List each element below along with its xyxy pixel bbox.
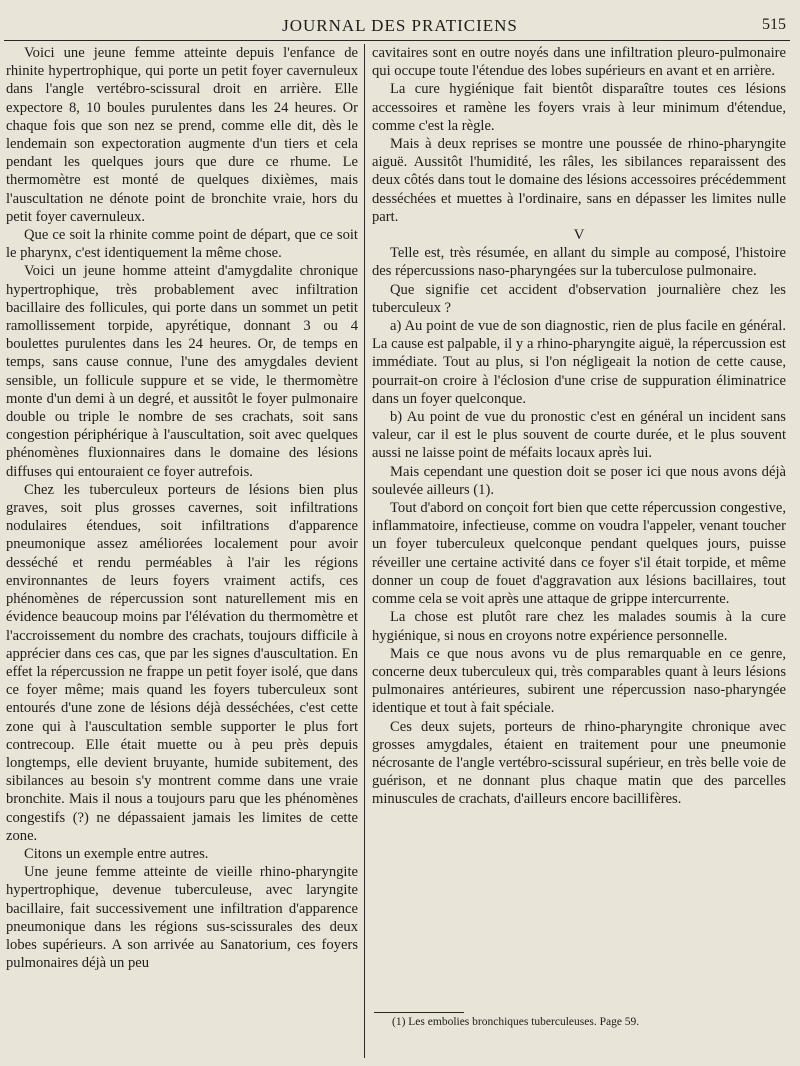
journal-title: JOURNAL DES PRATICIENS (282, 16, 518, 35)
paragraph: Mais cependant une question doit se poser ici que nous avons déjà soulevée ailleurs (1). (372, 463, 786, 498)
paragraph: Que signifie cet accident d'observation journalière chez les tuberculeux ? (372, 281, 786, 316)
section-heading: V (573, 227, 585, 244)
paragraph: Voici un jeune homme atteint d'amygdalite chronique hypertrophique, très probablement avec infiltration bacillaire des follicules, qui porte dans un sommet un petit ramollissement torpide, apyrétique, donnant 3 ou 4 boulettes purulentes dans les 24 heures. Or, de temps en temps, sans cause connue, l'une des amygdales devient sensible, un follicule suppure et se vide, le thermomètre monte d'un demi à un degré, et aussitôt le foyer pulmonaire double ou triple le nombre de ses crachats, soit sans congestion périphérique à l'auscultation, soit avec quelques phénomènes fluxionnaires dans le domaine des lésions diffuses qui entouraient ce foyer autrefois. (6, 263, 358, 480)
footnote: (1) Les embolies bronchiques tuberculeuses. Page 59. (392, 1016, 640, 1028)
paragraph: Mais à deux reprises se montre une poussée de rhino-pharyngite aiguë. Aussitôt l'humidité, les râles, les sibilances reparaissent des deux côtés dans tout le domaine des lésions accessoires précédemment desséchées et muettes à l'ordinaire, sans en dépasser les limites nulle part. (372, 136, 786, 225)
paragraph: Une jeune femme atteinte de vieille rhino-pharyngite hypertrophique, devenue tuberculeuse, avec laryngite bacillaire, fait successivement une infiltration d'apparence pneumonique dans les régions sus-scissurales des deux lobes supérieurs. A son arrivée au Sanatorium, ces foyers pulmonaires déjà un peu (6, 864, 358, 972)
paragraph: Que ce soit la rhinite comme point de départ, que ce soit le pharynx, c'est identiquement la même chose. (6, 227, 358, 262)
paragraph: b) Au point de vue du pronostic c'est en général un incident sans valeur, car il est le plus souvent de courte durée, et le plus souvent aussi ne laisse point de méfaits locaux après lui. (372, 409, 786, 462)
paragraph: a) Au point de vue de son diagnostic, rien de plus facile en général. La cause est palpable, il y a rhino-pharyngite aiguë, la répercussion est immédiate. Tout au plus, si l'on négligeait la notion de cette cause, pourrait-on croire à l'éclosion d'une crise de suppuration éliminatrice dans un foyer quelconque. (372, 318, 786, 407)
paragraph: Chez les tuberculeux porteurs de lésions bien plus graves, soit plus grosses cavernes, soit infiltrations nodulaires étendues, soit infiltrations d'apparence pneumonique assez améliorées localement pour avoir desséché et rendu perméables à l'air les régions environnantes de leurs foyers vraiment actifs, ces phénomènes de répercussion sont naturellement mis en évidence beaucoup moins par l'élévation du thermomètre et l'accroissement du nombre des crachats, toujours difficile à apprécier dans ces cas, que par les signes d'auscultation. En effet la répercussion ne frappe un petit foyer isolé, que dans ce foyer même; mais quand les foyers tuberculeux sont entourés d'une zone de lésions déjà desséchées, c'est cette zone qui à l'auscultation semble supporter le plus fort contrecoup. Elle était muette ou à peu près depuis longtemps, elle devient bruyante, humide subitement, des sibilances au besoin s'y montrent comme dans une vraie bronchite. Mais il nous a toujours paru que les phénomènes congestifs (?) ne dépassaient jamais les limites de cette zone. (6, 481, 358, 844)
paragraph: Citons un exemple entre autres. (24, 845, 209, 862)
right-column (372, 44, 786, 809)
paragraph: Tout d'abord on conçoit fort bien que cette répercussion congestive, inflammatoire, infectieuse, comme on voudra l'appeler, venant toucher un foyer tuberculeux quelconque pendant quelques jours, puisse réveiller une certaine activité dans ce foyer s'il était torpide, et même donner un coup de fouet d'aggravation aux lésions bacillaires, tout comme cela se voit après une attaque de grippe intercurrente. (372, 500, 786, 608)
paragraph: Mais ce que nous avons vu de plus remarquable en ce genre, concerne deux tuberculeux qui, très comparables quant à leurs lésions pulmonaires antérieures, subirent une répercussion naso-pharyngée identique et tout à fait spéciale. (372, 645, 786, 717)
column-divider (364, 44, 365, 1058)
footnote-rule (374, 1012, 464, 1013)
paragraph: Telle est, très résumée, en allant du simple au composé, l'histoire des répercussions naso-pharyngées sur la tuberculose pulmonaire. (372, 245, 786, 280)
paragraph: Ces deux sujets, porteurs de rhino-pharyngite chronique avec grosses amygdales, étaient en traitement pour une pneumonie nécrosante de l'angle vertébro-scissural supérieur, en très belle voie de guérison, et ne donnant plus chaque matin que des parcelles minuscules de crachats, d'ailleurs encore bacillifères. (372, 718, 786, 808)
header-rule (4, 40, 790, 41)
paragraph: La chose est plutôt rare chez les malades soumis à la cure hygiénique, si nous en croyons notre expérience personnelle. (372, 609, 786, 644)
paragraph: cavitaires sont en outre noyés dans une infiltration pleuro-pulmonaire qui occupe toute l'étendue des lobes supérieurs en avant et en arrière. (372, 45, 786, 80)
paragraph: Voici une jeune femme atteinte depuis l'enfance de rhinite hypertrophique, qui porte un petit foyer cavernuleux dans l'angle vertébro-scissural droit en arrière. Elle expectore 8, 10 boules purulentes dans les 24 heures. Or chaque fois que son nez se prend, comme elle dit, dès le lendemain son expectoration augmente d'un tiers et cela pendant les quelques jours que dure ce rhume. Le thermomètre est monté de quelques dixièmes, mais l'auscultation ne dénote point de bronchite vraie, hors du petit foyer cavernuleux. (6, 45, 358, 225)
left-column (6, 44, 358, 972)
page-number: 515 (762, 16, 786, 33)
running-header (0, 14, 800, 40)
paragraph: La cure hygiénique fait bientôt disparaître toutes ces lésions accessoires et ramène les foyers vrais à leur minimum d'étendue, comme c'est la règle. (372, 81, 786, 134)
